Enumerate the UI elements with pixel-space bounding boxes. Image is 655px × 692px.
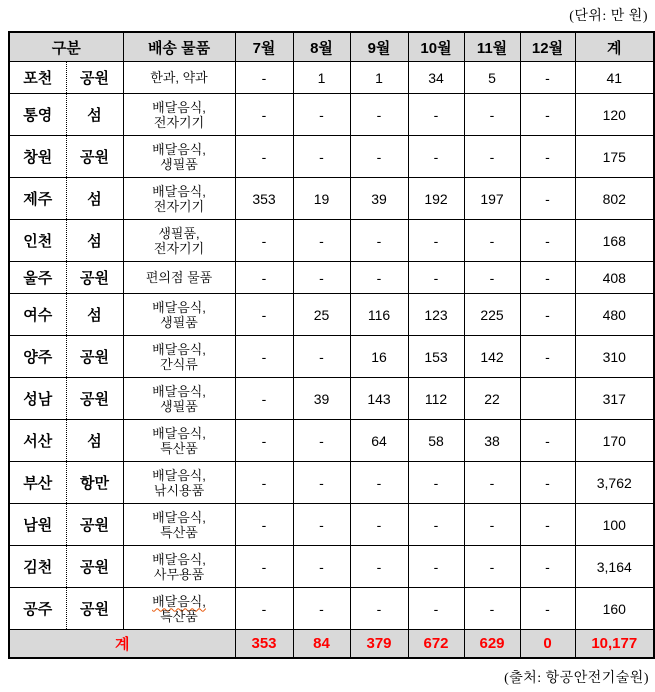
month-value-cell: 58 — [408, 420, 464, 462]
month-value-cell: 39 — [350, 178, 408, 220]
month-value-cell: - — [408, 462, 464, 504]
table-row-ulju — [9, 262, 654, 294]
month-value-cell: - — [235, 262, 293, 294]
row-total-cell: 310 — [575, 336, 654, 378]
header-month-sep: 9월 — [350, 32, 408, 62]
grand-total-label: 계 — [9, 630, 235, 659]
table-row-gongju — [9, 588, 654, 630]
items-cell: 배달음식, 특산품 — [123, 588, 235, 630]
row-total-cell: 408 — [575, 262, 654, 294]
items-cell: 한과, 약과 — [123, 62, 235, 94]
month-value-cell: 39 — [293, 378, 350, 420]
region-cell: 양주 — [9, 336, 66, 378]
header-total: 계 — [575, 32, 654, 62]
table-row-pocheon — [9, 62, 654, 94]
month-value-cell: - — [408, 588, 464, 630]
region-cell: 부산 — [9, 462, 66, 504]
month-value-cell: - — [350, 546, 408, 588]
row-total-cell: 480 — [575, 294, 654, 336]
header-month-jul: 7월 — [235, 32, 293, 62]
area-type-cell: 공원 — [66, 62, 123, 94]
unit-note: (단위: 만 원) — [569, 9, 648, 24]
delivery-table — [8, 31, 655, 659]
month-value-cell: - — [464, 588, 520, 630]
grand-total-month: 353 — [235, 630, 293, 659]
grand-total-row — [9, 630, 654, 659]
month-value-cell: 143 — [350, 378, 408, 420]
area-type-cell: 공원 — [66, 504, 123, 546]
table-row-tongyeong — [9, 94, 654, 136]
month-value-cell: 22 — [464, 378, 520, 420]
row-total-cell: 802 — [575, 178, 654, 220]
row-total-cell: 41 — [575, 62, 654, 94]
grand-total-month: 0 — [520, 630, 575, 659]
month-value-cell: 153 — [408, 336, 464, 378]
month-value-cell: - — [235, 378, 293, 420]
month-value-cell: - — [408, 546, 464, 588]
region-cell: 포천 — [9, 62, 66, 94]
month-value-cell: - — [350, 94, 408, 136]
month-value-cell: - — [350, 262, 408, 294]
header-month-dec: 12월 — [520, 32, 575, 62]
grand-total-month: 672 — [408, 630, 464, 659]
items-cell: 배달음식, 사무용품 — [123, 546, 235, 588]
month-value-cell: - — [350, 504, 408, 546]
month-value-cell: - — [235, 136, 293, 178]
grand-total-month: 84 — [293, 630, 350, 659]
month-value-cell: - — [350, 588, 408, 630]
area-type-cell: 공원 — [66, 336, 123, 378]
area-type-cell: 섬 — [66, 420, 123, 462]
area-type-cell: 섬 — [66, 94, 123, 136]
month-value-cell: - — [235, 504, 293, 546]
header-row — [9, 32, 654, 62]
month-value-cell: - — [235, 62, 293, 94]
month-value-cell: - — [520, 420, 575, 462]
month-value-cell: - — [293, 546, 350, 588]
month-value-cell: - — [520, 504, 575, 546]
items-cell: 배달음식, 생필품 — [123, 136, 235, 178]
month-value-cell: 25 — [293, 294, 350, 336]
month-value-cell: - — [520, 62, 575, 94]
region-cell: 성남 — [9, 378, 66, 420]
month-value-cell: - — [293, 262, 350, 294]
table-row-seongnam — [9, 378, 654, 420]
month-value-cell: - — [520, 546, 575, 588]
row-total-cell: 3,762 — [575, 462, 654, 504]
month-value-cell: - — [235, 462, 293, 504]
month-value-cell: - — [464, 220, 520, 262]
month-value-cell: - — [293, 588, 350, 630]
area-type-cell: 섬 — [66, 178, 123, 220]
month-value-cell: 142 — [464, 336, 520, 378]
region-cell: 김천 — [9, 546, 66, 588]
month-value-cell: - — [408, 94, 464, 136]
row-total-cell: 170 — [575, 420, 654, 462]
month-value-cell: - — [235, 294, 293, 336]
month-value-cell: - — [235, 546, 293, 588]
month-value-cell: - — [520, 336, 575, 378]
month-value-cell: - — [408, 136, 464, 178]
header-items: 배송 물품 — [123, 32, 235, 62]
month-value-cell: 38 — [464, 420, 520, 462]
grand-total-month: 379 — [350, 630, 408, 659]
source-note: (출처: 항공안전기술원) — [504, 671, 649, 686]
month-value-cell: - — [464, 462, 520, 504]
grand-total-month: 629 — [464, 630, 520, 659]
month-value-cell: - — [520, 294, 575, 336]
region-cell: 울주 — [9, 262, 66, 294]
grand-total-sum: 10,177 — [575, 630, 654, 659]
region-cell: 여수 — [9, 294, 66, 336]
area-type-cell: 섬 — [66, 220, 123, 262]
month-value-cell: - — [293, 220, 350, 262]
month-value-cell: 123 — [408, 294, 464, 336]
month-value-cell: 1 — [293, 62, 350, 94]
table-row-yangju — [9, 336, 654, 378]
month-value-cell: - — [350, 462, 408, 504]
table-row-namwon — [9, 504, 654, 546]
region-cell: 제주 — [9, 178, 66, 220]
header-month-oct: 10월 — [408, 32, 464, 62]
month-value-cell: 1 — [350, 62, 408, 94]
region-cell: 공주 — [9, 588, 66, 630]
month-value-cell: 5 — [464, 62, 520, 94]
area-type-cell: 공원 — [66, 588, 123, 630]
area-type-cell: 공원 — [66, 136, 123, 178]
header-month-nov: 11월 — [464, 32, 520, 62]
month-value-cell: - — [464, 262, 520, 294]
region-cell: 창원 — [9, 136, 66, 178]
month-value-cell: - — [464, 94, 520, 136]
items-cell: 배달음식, 낚시용품 — [123, 462, 235, 504]
month-value-cell: - — [235, 420, 293, 462]
row-total-cell: 160 — [575, 588, 654, 630]
month-value-cell: - — [235, 588, 293, 630]
spellcheck-squiggle-text: 배달음식, — [152, 593, 206, 609]
month-value-cell: - — [293, 94, 350, 136]
month-value-cell: 64 — [350, 420, 408, 462]
area-type-cell: 공원 — [66, 262, 123, 294]
area-type-cell: 공원 — [66, 378, 123, 420]
month-value-cell: 353 — [235, 178, 293, 220]
region-cell: 서산 — [9, 420, 66, 462]
items-cell: 배달음식, 전자기기 — [123, 178, 235, 220]
month-value-cell — [520, 378, 575, 420]
month-value-cell: - — [520, 588, 575, 630]
items-cell: 배달음식, 생필품 — [123, 378, 235, 420]
month-value-cell: - — [350, 220, 408, 262]
table-row-seosan — [9, 420, 654, 462]
area-type-cell: 섬 — [66, 294, 123, 336]
table-row-yeosu — [9, 294, 654, 336]
row-total-cell: 120 — [575, 94, 654, 136]
month-value-cell: - — [235, 336, 293, 378]
month-value-cell: - — [293, 420, 350, 462]
month-value-cell: - — [350, 136, 408, 178]
table-row-jeju — [9, 178, 654, 220]
region-cell: 통영 — [9, 94, 66, 136]
row-total-cell: 3,164 — [575, 546, 654, 588]
month-value-cell: - — [464, 504, 520, 546]
month-value-cell: - — [293, 136, 350, 178]
header-gubun: 구분 — [9, 32, 123, 62]
month-value-cell: - — [408, 262, 464, 294]
month-value-cell: - — [235, 220, 293, 262]
row-total-cell: 168 — [575, 220, 654, 262]
month-value-cell: - — [520, 262, 575, 294]
month-value-cell: 16 — [350, 336, 408, 378]
region-cell: 남원 — [9, 504, 66, 546]
row-total-cell: 317 — [575, 378, 654, 420]
month-value-cell: 112 — [408, 378, 464, 420]
month-value-cell: - — [408, 220, 464, 262]
month-value-cell: - — [520, 136, 575, 178]
month-value-cell: - — [520, 178, 575, 220]
row-total-cell: 175 — [575, 136, 654, 178]
items-cell: 배달음식, 특산품 — [123, 504, 235, 546]
items-cell: 편의점 물품 — [123, 262, 235, 294]
month-value-cell: - — [520, 462, 575, 504]
month-value-cell: 225 — [464, 294, 520, 336]
month-value-cell: - — [464, 546, 520, 588]
month-value-cell: 116 — [350, 294, 408, 336]
table-row-busan — [9, 462, 654, 504]
area-type-cell: 항만 — [66, 462, 123, 504]
month-value-cell: - — [293, 336, 350, 378]
month-value-cell: 34 — [408, 62, 464, 94]
month-value-cell: - — [293, 462, 350, 504]
table-row-gimcheon — [9, 546, 654, 588]
month-value-cell: - — [464, 136, 520, 178]
month-value-cell: - — [520, 220, 575, 262]
month-value-cell: - — [520, 94, 575, 136]
items-cell: 배달음식, 전자기기 — [123, 94, 235, 136]
area-type-cell: 공원 — [66, 546, 123, 588]
table-row-changwon — [9, 136, 654, 178]
month-value-cell: - — [293, 504, 350, 546]
region-cell: 인천 — [9, 220, 66, 262]
items-cell: 배달음식, 특산품 — [123, 420, 235, 462]
items-cell: 배달음식, 간식류 — [123, 336, 235, 378]
header-month-aug: 8월 — [293, 32, 350, 62]
items-cell: 생필품, 전자기기 — [123, 220, 235, 262]
month-value-cell: 197 — [464, 178, 520, 220]
month-value-cell: 19 — [293, 178, 350, 220]
month-value-cell: - — [235, 94, 293, 136]
month-value-cell: - — [408, 504, 464, 546]
items-cell: 배달음식, 생필품 — [123, 294, 235, 336]
month-value-cell: 192 — [408, 178, 464, 220]
table-row-incheon — [9, 220, 654, 262]
row-total-cell: 100 — [575, 504, 654, 546]
